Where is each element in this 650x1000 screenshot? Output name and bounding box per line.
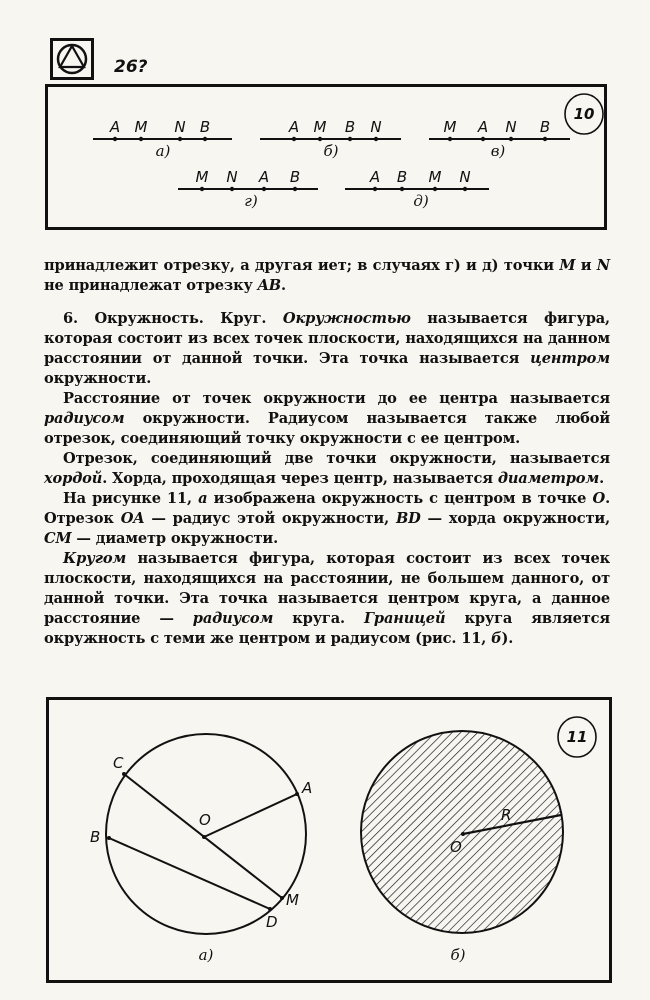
point-label: B [539, 118, 551, 136]
math-var: OA [120, 510, 145, 527]
point-label: M [134, 118, 148, 136]
group-caption: в) [490, 142, 506, 160]
term: диаметром [497, 470, 600, 487]
point-label: M [428, 168, 442, 186]
text-span: — радиус этой окружности, [144, 510, 396, 527]
math-var: а [198, 490, 208, 507]
text-span: окружности. [44, 370, 152, 387]
point-label-d: D [266, 913, 278, 931]
chord-bd [109, 838, 270, 909]
math-var: CM [44, 530, 72, 547]
group-caption: б) [323, 142, 339, 160]
section-6 [44, 309, 610, 649]
radius-label: R [501, 806, 512, 824]
paragraph-2 [44, 389, 610, 449]
math-var: M [559, 257, 576, 274]
circle-diagram-a [90, 734, 312, 964]
book-logo-icon [50, 38, 94, 80]
text-span: Отрезок, соединяющий две точки окружности, называется [63, 450, 610, 467]
text-span: окружности. Радиусом называется также любой отрезок, соединяющий точку окружности с ее центром. [44, 410, 610, 447]
group-caption: г) [244, 192, 258, 210]
paragraph-5 [44, 549, 610, 649]
point-label-a: A [302, 779, 313, 797]
text-span: не принадлежат отрезку [44, 277, 258, 294]
hatched-disk [361, 731, 563, 933]
text-span: . [599, 470, 605, 487]
text-span: круга. [273, 610, 364, 627]
text-span: Расстояние от точек окружности до ее центра называется [63, 390, 610, 407]
page-number: 26? [114, 57, 148, 77]
point-label-o: O [199, 811, 211, 829]
text-span: . Отрезок [44, 490, 611, 527]
point-label: B [289, 168, 301, 186]
paragraph-4 [44, 489, 610, 549]
diagram-caption: а) [198, 946, 214, 964]
paragraph-text [44, 256, 610, 296]
paragraph-3 [44, 449, 610, 489]
segment-group-g [178, 168, 318, 210]
figure-10 [45, 84, 607, 230]
math-var: AB [257, 277, 281, 294]
figure-10-number: 10 [573, 105, 595, 123]
text-span: называется фигура, которая состоит из всех точек плоскости, находящихся на расстоянии, не большем данного, от данной точки. Эта точка называется центром круга, а данное расстояние — [44, 550, 610, 627]
disk-diagram-b [361, 731, 563, 964]
point-label: M [195, 168, 209, 186]
math-var: б [491, 630, 502, 647]
text-span: и [575, 257, 597, 274]
text-span: — диаметр окружности. [71, 530, 279, 547]
center-label: O [450, 838, 462, 856]
text-span: называется фигура, которая состоит из всех точек плоскости, находящихся на данном расстоянии от данной точки. Эта точка называется [44, 310, 610, 367]
term: радиусом [192, 610, 274, 627]
term: радиусом [44, 410, 125, 427]
point-label: M [443, 118, 457, 136]
text-span: На рисунке 11, [63, 490, 199, 507]
segment-group-b [260, 118, 401, 160]
term: центром [530, 350, 610, 367]
point-label-b: B [90, 828, 101, 846]
point-label: N [226, 168, 238, 186]
text-span [266, 310, 283, 327]
continuation-paragraph [44, 256, 610, 296]
math-var: BD [395, 510, 421, 527]
text-span: ). [501, 630, 514, 647]
point-label: B [199, 118, 211, 136]
paragraph-1 [44, 309, 610, 389]
point-label: B [396, 168, 408, 186]
text-span: . [280, 277, 286, 294]
text-span: изображена окружность с центром в точке [207, 490, 593, 507]
point-label: N [505, 118, 517, 136]
group-caption: а) [155, 142, 171, 160]
term: Границей [364, 610, 446, 627]
math-var: N [596, 257, 610, 274]
text-span: принадлежит отрезку, а другая иет; в случаях г) и д) точки [44, 257, 560, 274]
point-label: A [477, 118, 489, 136]
text-span: . Хорда, проходящая через центр, называется [102, 470, 498, 487]
point-label: A [288, 118, 300, 136]
point-label-c: C [113, 754, 124, 772]
circle-outline [106, 734, 306, 934]
point-label: N [459, 168, 471, 186]
term: хордой [44, 470, 103, 487]
diagram-caption: б) [450, 946, 466, 964]
point-label: M [313, 118, 327, 136]
figure-11 [46, 697, 612, 983]
term: Кругом [63, 550, 127, 567]
point-label: A [258, 168, 270, 186]
radius-oa [204, 794, 297, 837]
text-span: — хорда окружности, [420, 510, 610, 527]
text-span: круга является окружность с теми же центром и радиусом (рис. 11, [44, 610, 610, 647]
point-label: N [370, 118, 382, 136]
term: Окружностью [282, 310, 411, 327]
math-var: O [592, 490, 606, 507]
point-label: A [369, 168, 381, 186]
point-label: A [109, 118, 121, 136]
segment-group-d [345, 168, 489, 210]
figure-11-number: 11 [566, 728, 588, 746]
segment-group-a [93, 118, 232, 160]
point-label: B [344, 118, 356, 136]
section-heading: 6. Окружность. Круг. [63, 310, 267, 327]
segment-group-v [429, 118, 570, 160]
group-caption: д) [413, 192, 429, 210]
point-label-m: M [286, 891, 299, 909]
point-label: N [174, 118, 186, 136]
